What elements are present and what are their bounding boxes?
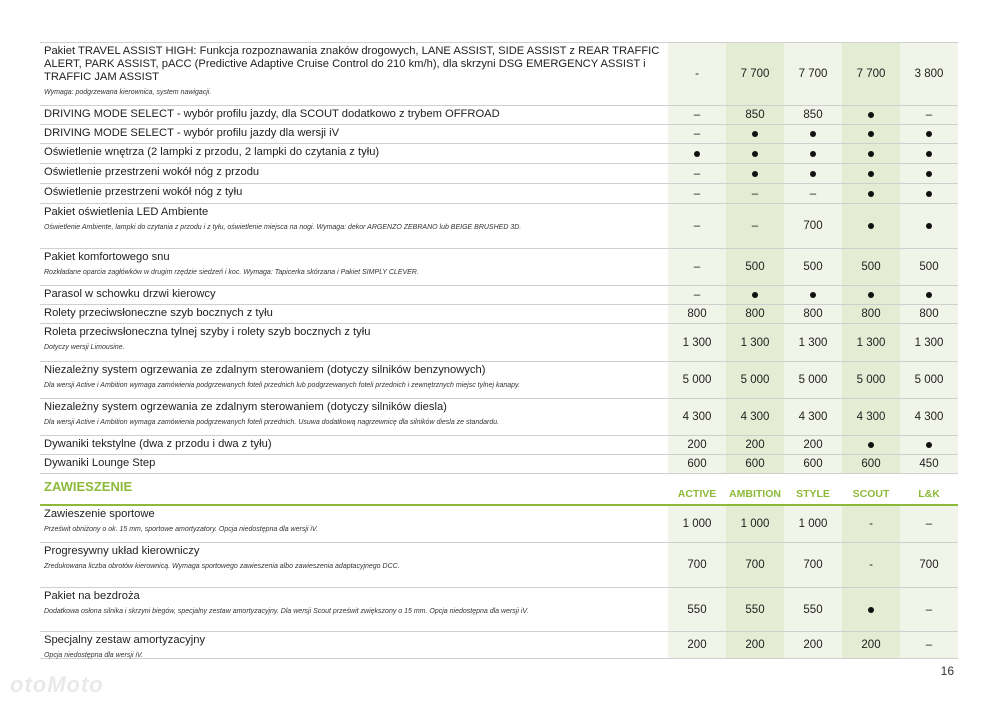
standard-dot-icon	[726, 125, 784, 143]
price-cell: -	[842, 506, 900, 542]
table-row	[40, 362, 958, 399]
price-cell: 700	[900, 543, 958, 587]
row-description	[40, 305, 668, 323]
standard-dot-icon	[842, 204, 900, 248]
price-cell: 700	[668, 543, 726, 587]
price-cell: –	[668, 249, 726, 285]
price-cell: -	[842, 543, 900, 587]
price-cell: –	[668, 106, 726, 124]
price-cell: –	[726, 184, 784, 203]
price-cell: -	[668, 43, 726, 105]
row-description	[40, 588, 668, 631]
bullet-icon	[868, 131, 874, 137]
standard-dot-icon	[784, 125, 842, 143]
row-description	[40, 324, 668, 361]
bullet-icon	[752, 151, 758, 157]
price-cell: –	[900, 588, 958, 631]
row-description	[40, 399, 668, 435]
price-cell: 200	[668, 632, 726, 658]
table-row	[40, 42, 958, 106]
bullet-icon	[868, 151, 874, 157]
price-cell: –	[900, 632, 958, 658]
column-header-active: ACTIVE	[677, 488, 717, 500]
bullet-icon	[926, 171, 932, 177]
price-cell: 1 300	[842, 324, 900, 361]
price-cell: 800	[900, 305, 958, 323]
table-row	[40, 588, 958, 632]
row-description	[40, 164, 668, 183]
price-cell: 200	[668, 436, 726, 454]
price-cell: 5 000	[842, 362, 900, 398]
price-cell: –	[668, 286, 726, 304]
price-cell: –	[784, 184, 842, 203]
standard-dot-icon	[842, 164, 900, 183]
bullet-icon	[868, 292, 874, 298]
price-cell: 500	[784, 249, 842, 285]
price-cell: 1 300	[784, 324, 842, 361]
price-cell: 5 000	[668, 362, 726, 398]
price-cell: 550	[784, 588, 842, 631]
row-description	[40, 455, 668, 473]
table-row	[40, 305, 958, 324]
standard-dot-icon	[784, 144, 842, 163]
price-cell: 800	[784, 305, 842, 323]
row-description	[40, 144, 668, 163]
standard-dot-icon	[726, 144, 784, 163]
standard-dot-icon	[900, 184, 958, 203]
suspension-rows	[40, 506, 958, 659]
price-cell: 500	[842, 249, 900, 285]
row-note: Prześwit obniżony o ok. 15 mm, sportowe amortyzatory. Opcja niedostępna dla wersji iV.	[44, 526, 319, 533]
price-cell: 4 300	[726, 399, 784, 435]
table-row	[40, 249, 958, 286]
price-cell: –	[668, 164, 726, 183]
bullet-icon	[868, 191, 874, 197]
row-note: Rozkładane oparcia zagłówków w drugim rzędzie siedzeń i koc. Wymaga: Tapicerka skórzana i Pakiet SIMPLY CLEVER.	[44, 269, 419, 276]
price-cell: 7 700	[726, 43, 784, 105]
bullet-icon	[752, 131, 758, 137]
bullet-icon	[926, 442, 932, 448]
row-description	[40, 43, 668, 105]
standard-dot-icon	[784, 164, 842, 183]
column-header-ambition: AMBITION	[729, 488, 781, 500]
row-title: Progresywny układ kierowniczy	[44, 545, 200, 557]
row-description	[40, 125, 668, 143]
price-cell: 600	[726, 455, 784, 473]
bullet-icon	[694, 151, 700, 157]
standard-dot-icon	[842, 106, 900, 124]
price-cell: 4 300	[784, 399, 842, 435]
price-cell: 4 300	[900, 399, 958, 435]
table-row	[40, 164, 958, 184]
standard-dot-icon	[900, 204, 958, 248]
row-title: DRIVING MODE SELECT - wybór profilu jazdy, dla SCOUT dodatkowo z trybem OFFROAD	[44, 108, 500, 120]
price-cell: 800	[668, 305, 726, 323]
row-title: Specjalny zestaw amortyzacyjny	[44, 634, 206, 646]
row-title: Dywaniki Lounge Step	[44, 457, 156, 469]
row-title: Roleta przeciwsłoneczna tylnej szyby i rolety szyb bocznych z tyłu	[44, 326, 371, 338]
standard-dot-icon	[842, 436, 900, 454]
table-row	[40, 455, 958, 474]
row-note: Dotyczy wersji Limousine.	[44, 344, 125, 351]
row-title: DRIVING MODE SELECT - wybór profilu jazdy dla wersji iV	[44, 127, 340, 139]
column-header-style: STYLE	[796, 488, 830, 500]
page-number: 16	[940, 664, 954, 678]
bullet-icon	[810, 171, 816, 177]
row-description	[40, 632, 668, 658]
standard-dot-icon	[842, 184, 900, 203]
bullet-icon	[868, 442, 874, 448]
row-title: Niezależny system ogrzewania ze zdalnym sterowaniem (dotyczy silników diesla)	[44, 401, 447, 413]
standard-dot-icon	[842, 125, 900, 143]
price-cell: 700	[784, 204, 842, 248]
price-table	[40, 42, 958, 659]
watermark-logo: otoMoto	[10, 672, 104, 697]
price-cell: 5 000	[784, 362, 842, 398]
price-cell: 500	[900, 249, 958, 285]
price-cell: –	[668, 125, 726, 143]
table-row	[40, 436, 958, 455]
price-cell: 850	[784, 106, 842, 124]
price-cell: 1 000	[726, 506, 784, 542]
standard-dot-icon	[900, 436, 958, 454]
row-title: Oświetlenie wnętrza (2 lampki z przodu, 2 lampki do czytania z tyłu)	[44, 146, 380, 158]
bullet-icon	[926, 191, 932, 197]
row-title: Pakiet TRAVEL ASSIST HIGH: Funkcja rozpoznawania znaków drogowych, LANE ASSIST, SIDE ASSIST z REAR TRAFFIC ALERT, PARK ASSIST, pACC (Predictive Adaptive Cruise Control do 210 km/h), dla skrzyni DSG EMERGENCY ASSIST i TRAFFIC JAM ASSIST	[44, 45, 660, 83]
price-cell: 200	[726, 632, 784, 658]
row-note: Dodatkowa osłona silnika i skrzyni biegów, specjalny zestaw amortyzacyjny. Dla wersji Scout prześwit zwiększony o 15 mm. Opcja niedostępna dla wersji iV.	[44, 608, 529, 615]
standard-dot-icon	[726, 286, 784, 304]
bullet-icon	[868, 223, 874, 229]
table-row	[40, 543, 958, 588]
price-cell: 1 300	[668, 324, 726, 361]
row-title: Parasol w schowku drzwi kierowcy	[44, 288, 216, 300]
row-description	[40, 362, 668, 398]
price-cell: 200	[784, 632, 842, 658]
price-cell: 3 800	[900, 43, 958, 105]
section-header	[40, 474, 958, 506]
bullet-icon	[926, 292, 932, 298]
price-cell: 800	[726, 305, 784, 323]
standard-dot-icon	[784, 286, 842, 304]
price-cell: 600	[668, 455, 726, 473]
row-title: Pakiet na bezdroża	[44, 590, 140, 602]
row-description	[40, 506, 668, 542]
price-cell: –	[900, 506, 958, 542]
price-cell: –	[900, 106, 958, 124]
bullet-icon	[810, 151, 816, 157]
row-title: Rolety przeciwsłoneczne szyb bocznych z tyłu	[44, 307, 273, 319]
row-description	[40, 286, 668, 304]
price-cell: 600	[842, 455, 900, 473]
row-title: Niezależny system ogrzewania ze zdalnym sterowaniem (dotyczy silników benzynowych)	[44, 364, 486, 376]
row-description	[40, 184, 668, 203]
row-description	[40, 106, 668, 124]
price-cell: 7 700	[784, 43, 842, 105]
standard-dot-icon	[842, 286, 900, 304]
bullet-icon	[752, 171, 758, 177]
price-cell: 500	[726, 249, 784, 285]
bullet-icon	[926, 131, 932, 137]
standard-dot-icon	[842, 588, 900, 631]
table-row	[40, 506, 958, 543]
price-cell: 200	[842, 632, 900, 658]
row-title: Zawieszenie sportowe	[44, 508, 155, 520]
bullet-icon	[868, 112, 874, 118]
column-header-scout: SCOUT	[852, 488, 890, 500]
price-cell: 600	[784, 455, 842, 473]
price-cell: 4 300	[668, 399, 726, 435]
bullet-icon	[868, 607, 874, 613]
price-cell: 550	[668, 588, 726, 631]
column-header-lk: L&K	[918, 488, 940, 500]
table-row	[40, 106, 958, 125]
price-cell: 450	[900, 455, 958, 473]
table-row	[40, 125, 958, 144]
price-cell: 1 000	[784, 506, 842, 542]
table-row	[40, 399, 958, 436]
price-cell: –	[726, 204, 784, 248]
price-cell: 200	[726, 436, 784, 454]
price-cell: –	[668, 204, 726, 248]
bullet-icon	[926, 151, 932, 157]
bullet-icon	[810, 131, 816, 137]
price-cell: 1 300	[900, 324, 958, 361]
price-cell: 1 000	[668, 506, 726, 542]
price-cell: 7 700	[842, 43, 900, 105]
section-title: ZAWIESZENIE	[44, 479, 133, 494]
table-row	[40, 632, 958, 659]
price-cell: 4 300	[842, 399, 900, 435]
table-row	[40, 184, 958, 204]
price-cell: 700	[726, 543, 784, 587]
standard-dot-icon	[726, 164, 784, 183]
price-cell: 550	[726, 588, 784, 631]
price-cell: 5 000	[900, 362, 958, 398]
row-description	[40, 436, 668, 454]
bullet-icon	[868, 171, 874, 177]
bullet-icon	[752, 292, 758, 298]
standard-dot-icon	[900, 286, 958, 304]
standard-dot-icon	[842, 144, 900, 163]
table-row	[40, 204, 958, 249]
price-cell: 800	[842, 305, 900, 323]
row-note: Opcja niedostępna dla wersji iV.	[44, 652, 144, 659]
row-note: Dla wersji Active i Ambition wymaga zamówienia podgrzewanych foteli przednich lub podgrzewanych foteli przednich i zewnętrznych miejsc tylnej kanapy.	[44, 382, 520, 389]
equipment-rows	[40, 42, 958, 474]
row-title: Oświetlenie przestrzeni wokół nóg z tyłu	[44, 186, 243, 198]
standard-dot-icon	[900, 144, 958, 163]
price-cell: –	[668, 184, 726, 203]
price-cell: 850	[726, 106, 784, 124]
row-description	[40, 204, 668, 248]
row-description	[40, 249, 668, 285]
standard-dot-icon	[668, 144, 726, 163]
row-note: Zredukowana liczba obrotów kierownicą. Wymaga sportowego zawieszenia albo zawieszenia adaptacyjnego DCC.	[44, 563, 400, 570]
row-title: Pakiet komfortowego snu	[44, 251, 170, 263]
row-note: Dla wersji Active i Ambition wymaga zamówienia podgrzewanych foteli przednich. Usuwa dodatkową nagrzewnicę dla silników diesla ze standardu.	[44, 419, 500, 426]
row-note: Wymaga: podgrzewana kierownica, system nawigacji.	[44, 89, 212, 96]
table-row	[40, 144, 958, 164]
table-row	[40, 324, 958, 362]
row-title: Dywaniki tekstylne (dwa z przodu i dwa z tyłu)	[44, 438, 272, 450]
row-note: Oświetlenie Ambiente, lampki do czytania z przodu i z tyłu, oświetlenie miejsca na nogi. Wymaga: dekor ARGENZO ZEBRANO lub BEIGE BRUSHED 3D.	[44, 224, 522, 231]
bullet-icon	[926, 223, 932, 229]
price-cell: 5 000	[726, 362, 784, 398]
price-cell: 1 300	[726, 324, 784, 361]
price-cell: 200	[784, 436, 842, 454]
standard-dot-icon	[900, 164, 958, 183]
price-cell: 700	[784, 543, 842, 587]
row-description	[40, 543, 668, 587]
row-title: Oświetlenie przestrzeni wokół nóg z przodu	[44, 166, 260, 178]
standard-dot-icon	[900, 125, 958, 143]
row-title: Pakiet oświetlenia LED Ambiente	[44, 206, 209, 218]
table-row	[40, 286, 958, 305]
bullet-icon	[810, 292, 816, 298]
